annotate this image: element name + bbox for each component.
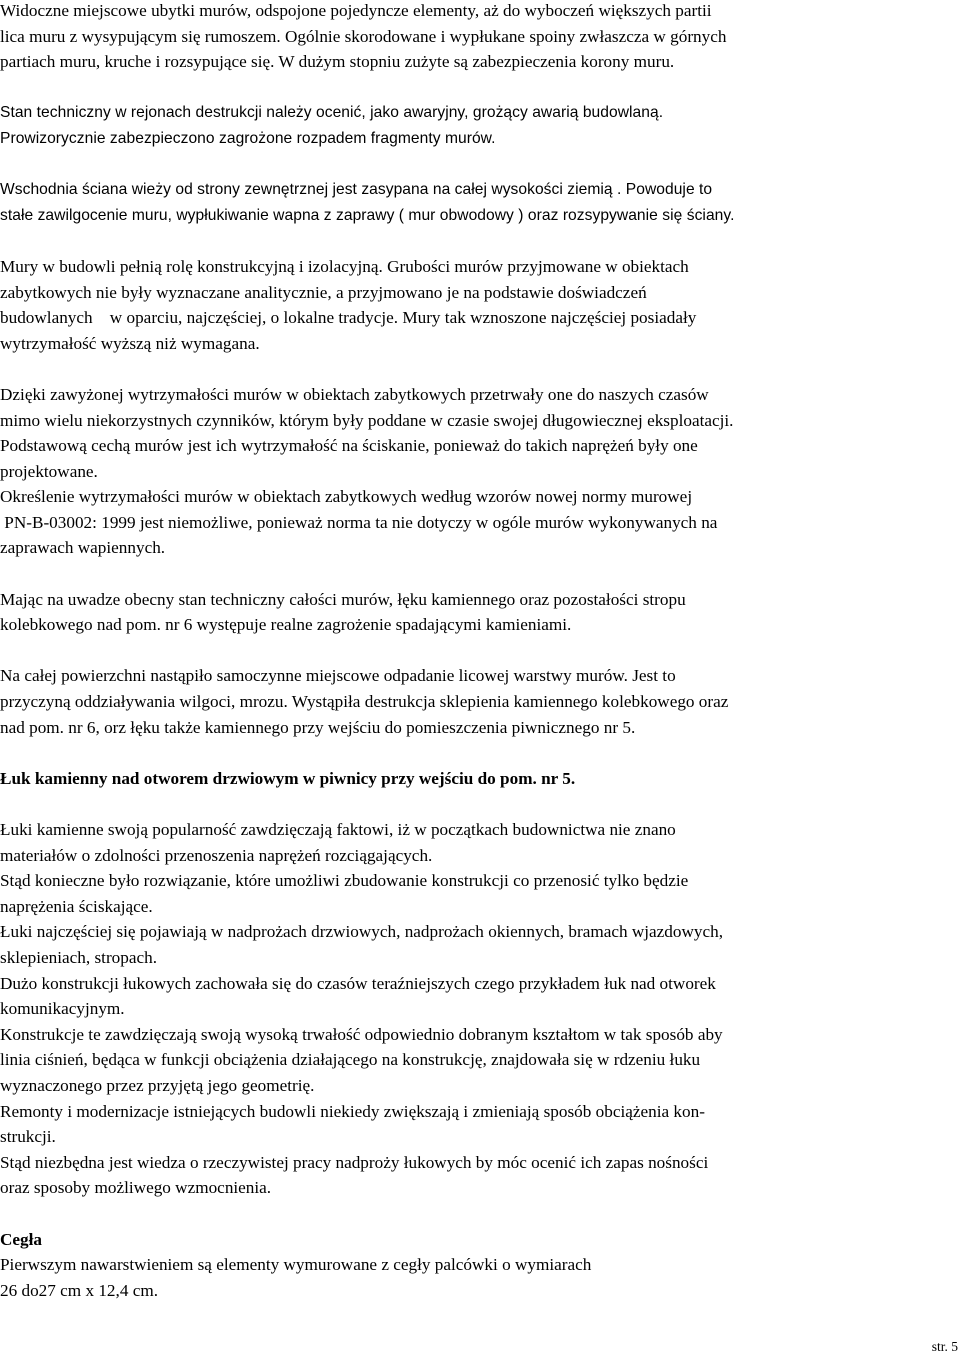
text-line: projektowane. [0,461,98,481]
text-line: Łuki najczęściej się pojawiają w nadprożach drzwiowych, nadprożach okiennych, bramach wjazdowych, [0,922,724,942]
text-line: Mając na uwadze obecny stan techniczny całości murów, łęku kamiennego oraz pozostałości stropu [0,589,686,609]
paragraph-surface-loss [0,663,958,740]
text-line: Wschodnia ściana wieży od strony zewnętrznej jest zasypana na całej wysokości ziemią . Powoduje to [0,181,713,199]
text-line: kolebkowego nad pom. nr 6 występuje realne zagrożenie spadającymi kamieniami. [0,615,572,635]
text-line: przyczyną oddziaływania wilgoci, mrozu. Wystąpiła destrukcja sklepienia kamiennego kolebkowego oraz [0,692,729,712]
text-line: Prowizorycznie zabezpieczono zagrożone rozpadem fragmenty murów. [0,129,496,147]
text-line: wyznaczonego przez przyjętą jego geometrię. [0,1075,315,1095]
text-line: partiach muru, kruche i rozsypujące się. W dużym stopniu zużyte są zabezpieczenia korony muru. [0,52,675,72]
section-heading-stone-arch [0,766,958,792]
text-line: zabytkowych nie były wyznaczane analitycznie, a przyjmowano je na podstawie doświadczeń [0,282,647,302]
text-line: budowlanych w oparciu, najczęściej, o lokalne tradycje. Mury tak wznoszone najczęściej posiadały [0,308,697,328]
text-line: wytrzymałość wyższą niż wymagana. [0,333,260,353]
text-line: nad pom. nr 6, orz łęku także kamiennego przy wejściu do pomieszczenia piwnicznego nr 5. [0,717,636,737]
text-line: oraz sposoby możliwego wzmocnienia. [0,1178,272,1198]
paragraph-walls-role [0,254,958,356]
text-line: Określenie wytrzymałości murów w obiektach zabytkowych według wzorów nowej normy murowej [0,487,693,507]
text-line: materiałów o zdolności przenoszenia naprężeń rozciągających. [0,845,433,865]
text-line: Stąd konieczne było rozwiązanie, które umożliwi zbudowanie konstrukcji co przenosić tylko będzie [0,871,689,891]
text-line: Podstawową cechą murów jest ich wytrzymałość na ściskanie, ponieważ do takich naprężeń były one [0,436,698,456]
heading-text: Łuk kamienny nad otworem drzwiowym w piwnicy przy wejściu do pom. nr 5. [0,768,576,788]
text-line: PN-B-03002: 1999 jest niemożliwe, ponieważ norma ta nie dotyczy w ogóle murów wykonywanych na [0,512,718,532]
paragraph-falling-stones [0,587,958,638]
text-line: Mury w budowli pełnią rolę konstrukcyjną i izolacyjną. Grubości murów przyjmowane w obiektach [0,256,689,276]
paragraph-wall-strength [0,382,958,561]
text-line: mimo wielu niekorzystnych czynników, którym były poddane w czasie swojej długowiecznej eksploatacji. [0,410,734,430]
text-line: Stan techniczny w rejonach destrukcji należy ocenić, jako awaryjny, grożący awarią budowlaną. [0,104,664,122]
paragraph-arches [0,817,958,1201]
text-line: zaprawach wapiennych. [0,538,166,558]
text-line: Stąd niezbędna jest wiedza o rzeczywistej pracy nadproży łukowych by móc ocenić ich zapas nośności [0,1152,709,1172]
text-line: 26 do27 cm x 12,4 cm. [0,1280,159,1300]
text-line: Pierwszym nawarstwieniem są elementy wymurowane z cegły palcówki o wymiarach [0,1255,592,1275]
text-line: Dzięki zawyżonej wytrzymałości murów w obiektach zabytkowych przetrwały one do naszych czasów [0,384,709,404]
text-line: strukcji. [0,1127,56,1147]
text-line: sklepieniach, stropach. [0,947,158,967]
text-line: Dużo konstrukcji łukowych zachowała się do czasów teraźniejszych czego przykładem łuk nad otworek [0,973,716,993]
paragraph-intro [0,0,958,75]
text-line: komunikacyjnym. [0,999,125,1019]
text-line: Konstrukcje te zawdzięczają swoją wysoką trwałość odpowiednio dobranym kształtom w tak sposób aby [0,1024,723,1044]
text-line: Łuki kamienne swoją popularność zawdzięczają faktowi, iż w początkach budownictwa nie znano [0,820,676,839]
paragraph-brick [0,1252,958,1303]
text-line: lica muru z wysypującym się rumoszem. Ogólnie skorodowane i wypłukane spoiny zwłaszcza w górnych [0,26,727,46]
text-line: linia ciśnień, będąca w funkcji obciążenia działającego na konstrukcję, znajdowała się w rdzeniu łuku [0,1050,701,1070]
paragraph-technical-state [0,100,958,151]
text-line: Na całej powierzchni nastąpiło samoczynne miejscowe odpadanie licowej warstwy murów. Jest to [0,666,676,686]
page-number: str. 5 [931,1339,958,1354]
heading-text: Cegła [0,1229,43,1249]
text-line: naprężenia ściskające. [0,896,153,916]
text-line: Widoczne miejscowe ubytki murów, odspojone pojedyncze elementy, aż do wyboczeń większych partii [0,1,712,20]
paragraph-east-wall [0,177,958,228]
text-line: Remonty i modernizacje istniejących budowli niekiedy zwiększają i zmieniają sposób obciążenia kon- [0,1101,705,1121]
section-heading-brick [0,1227,958,1253]
text-line: stałe zawilgocenie muru, wypłukiwanie wapna z zaprawy ( mur obwodowy ) oraz rozsypywanie się ściany. [0,206,735,224]
